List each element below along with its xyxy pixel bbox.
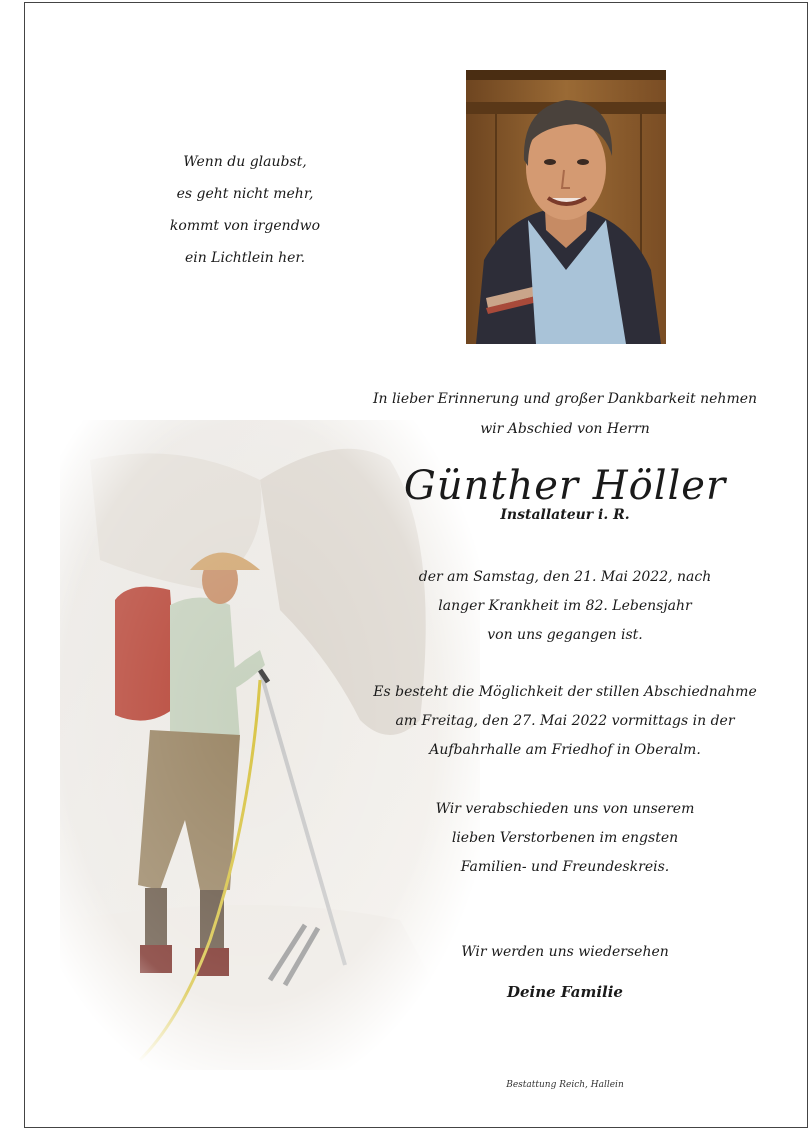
undertaker-credit: Bestattung Reich, Hallein xyxy=(506,1080,624,1090)
family-circle-line: Familien- und Freundeskreis. xyxy=(460,859,670,875)
poem xyxy=(150,146,340,274)
farewell-line: Aufbahrhalle am Friedhof in Oberalm. xyxy=(429,742,701,758)
deceased-name: Günther Höller xyxy=(403,463,727,509)
deceased-title: Installateur i. R. xyxy=(500,507,630,523)
poem-line: ein Lichtlein her. xyxy=(184,250,306,266)
intro-text xyxy=(360,384,770,444)
death-notice-line: von uns gegangen ist. xyxy=(487,627,643,643)
intro-line: wir Abschied von Herrn xyxy=(480,421,650,437)
farewell-notice xyxy=(360,678,770,765)
family-signature: Deine Familie xyxy=(507,983,623,1001)
death-notice-line: der am Samstag, den 21. Mai 2022, nach xyxy=(418,569,712,585)
intro-line: In lieber Erinnerung und großer Dankbarkeit nehmen xyxy=(372,391,758,407)
poem-line: kommt von irgendwo xyxy=(169,218,321,234)
family-circle-line: Wir verabschieden uns von unserem xyxy=(435,801,695,817)
farewell-line: Es besteht die Möglichkeit der stillen Abschiednahme xyxy=(373,684,757,700)
family-circle-notice xyxy=(360,795,770,882)
see-again-text: Wir werden uns wiedersehen xyxy=(461,944,669,960)
poem-line: Wenn du glaubst, xyxy=(183,154,307,170)
death-notice-line: langer Krankheit im 82. Lebensjahr xyxy=(438,598,692,614)
farewell-line: am Freitag, den 27. Mai 2022 vormittags in der xyxy=(395,713,735,729)
portrait-photo xyxy=(466,70,666,344)
death-notice xyxy=(360,563,770,650)
poem-line: es geht nicht mehr, xyxy=(176,186,314,202)
family-circle-line: lieben Verstorbenen im engsten xyxy=(451,830,679,846)
